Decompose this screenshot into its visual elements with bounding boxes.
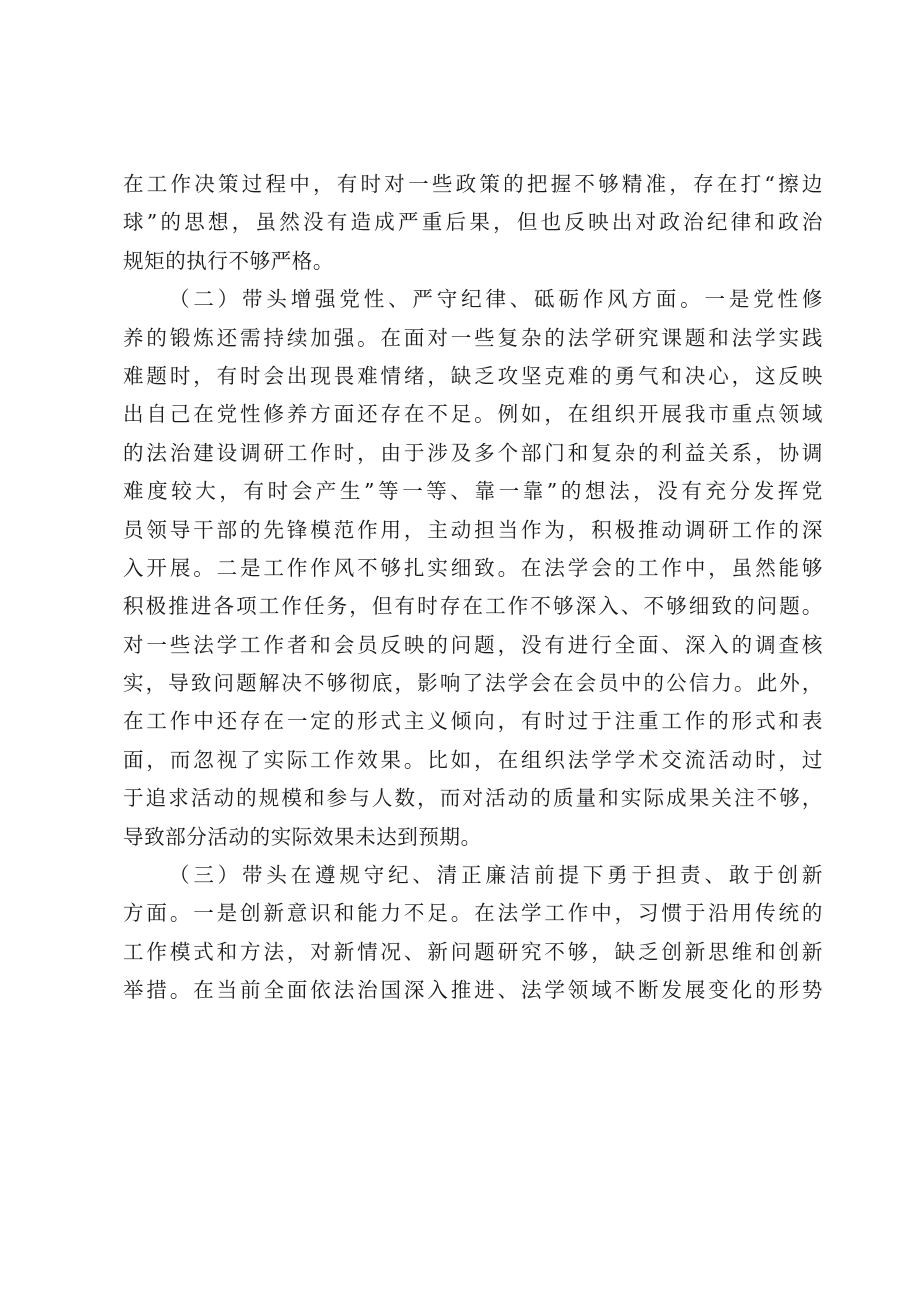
text-line: 难度较大，有时会产生”等一等、靠一靠”的想法，没有充分发挥党 <box>123 479 823 504</box>
text-line: 难题时，有时会出现畏难情绪，缺乏攻坚克难的勇气和决心，这反映 <box>123 363 823 388</box>
text-line: 举措。在当前全面依法治国深入推进、法学领域不断发展变化的形势 <box>123 978 823 1003</box>
paragraph-section-2 <box>123 280 823 856</box>
text-line: 球”的思想，虽然没有造成严重后果，但也反映出对政治纪律和政治 <box>123 210 823 235</box>
text-line: 方面。一是创新意识和能力不足。在法学工作中，习惯于沿用传统的 <box>123 901 823 926</box>
text-line: 养的锻炼还需持续加强。在面对一些复杂的法学研究课题和法学实践 <box>123 325 823 350</box>
text-line: 面，而忽视了实际工作效果。比如，在组织法学学术交流活动时，过 <box>123 747 823 772</box>
text-line: 规矩的执行不够严格。 <box>123 248 334 273</box>
text-line: 导致部分活动的实际效果未达到预期。 <box>123 824 482 849</box>
text-line: 积极推进各项工作任务，但有时存在工作不够深入、不够细致的问题。 <box>123 594 823 619</box>
text-line: 实，导致问题解决不够彻底，影响了法学会在会员中的公信力。此外， <box>123 671 823 696</box>
text-line: 在工作决策过程中，有时对一些政策的把握不够精准，存在打“擦边 <box>123 172 823 196</box>
section-heading-line: （二）带头增强党性、严守纪律、砥砺作风方面。一是党性修 <box>169 287 823 312</box>
paragraph-section-3 <box>123 856 823 1010</box>
section-heading-line: （三）带头在遵规守纪、清正廉洁前提下勇于担责、敢于创新 <box>169 863 823 888</box>
text-line: 出自己在党性修养方面还存在不足。例如，在组织开展我市重点领域 <box>123 402 823 427</box>
text-line: 的法治建设调研工作时，由于涉及多个部门和复杂的利益关系，协调 <box>123 440 823 465</box>
text-line: 在工作中还存在一定的形式主义倾向，有时过于注重工作的形式和表 <box>123 709 823 734</box>
text-line: 入开展。二是工作作风不够扎实细致。在法学会的工作中，虽然能够 <box>123 555 823 580</box>
paragraph-1-continued <box>123 165 823 280</box>
text-line: 工作模式和方法，对新情况、新问题研究不够，缺乏创新思维和创新 <box>123 939 823 964</box>
text-line: 于追求活动的规模和参与人数，而对活动的质量和实际成果关注不够， <box>123 786 823 811</box>
body-text <box>123 165 823 1010</box>
text-line: 员领导干部的先锋模范作用，主动担当作为，积极推动调研工作的深 <box>123 517 823 542</box>
text-line: 对一些法学工作者和会员反映的问题，没有进行全面、深入的调查核 <box>123 632 823 657</box>
